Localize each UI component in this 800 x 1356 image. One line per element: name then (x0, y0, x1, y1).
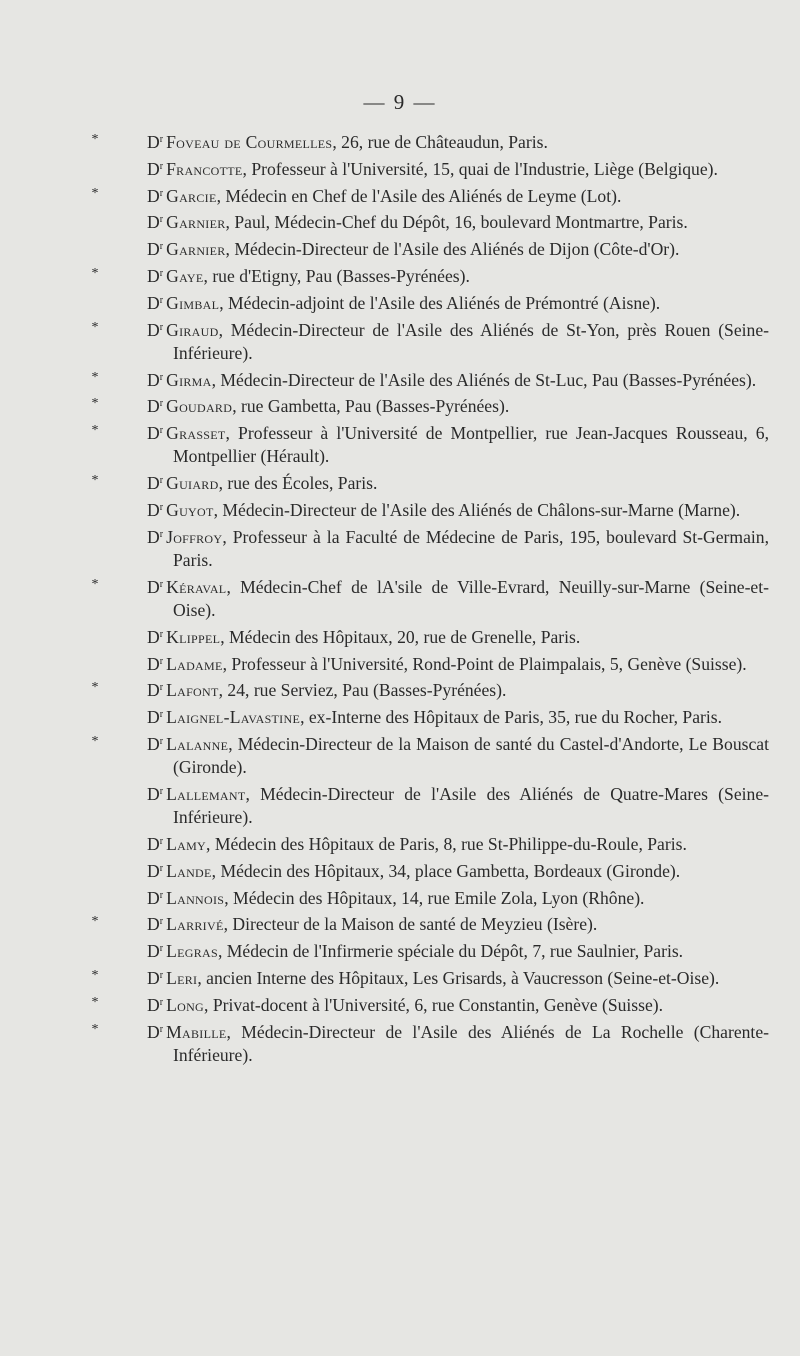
title-letter: D (147, 319, 160, 340)
title-letter: D (147, 265, 160, 286)
member-name: Lalanne (166, 733, 229, 754)
title-letter: D (147, 626, 160, 647)
doctor-title (147, 914, 166, 934)
list-item (91, 730, 769, 779)
doctor-title (147, 784, 166, 804)
asterisk-mark: * (91, 914, 99, 930)
list-item (91, 573, 769, 622)
doctor-title (147, 888, 166, 908)
title-superscript: r (159, 528, 164, 540)
title-letter: D (147, 132, 160, 152)
title-superscript: r (159, 398, 164, 410)
title-letter: D (147, 369, 160, 390)
member-details: , Directeur de la Maison de santé de Meyzieu (Isère). (223, 914, 598, 935)
member-name: Garnier (166, 212, 226, 233)
member-details: , Médecin des Hôpitaux, 34, place Gambetta, Bordeaux (Gironde). (211, 860, 681, 881)
list-item (91, 964, 769, 990)
title-letter: D (147, 967, 160, 988)
member-name: Long (166, 994, 205, 1015)
title-superscript: r (159, 862, 164, 874)
list-item (147, 884, 769, 910)
doctor-title (147, 680, 166, 700)
member-name: Klippel (166, 626, 221, 647)
member-details: , Médecin-Directeur de l'Asile des Aliénés de St-Yon, près Rouen (Seine-Inférieure). (173, 319, 769, 363)
doctor-title (147, 423, 166, 443)
asterisk-mark: * (91, 473, 99, 489)
title-letter: D (147, 833, 160, 854)
member-name: Grasset (166, 423, 226, 444)
title-letter: D (147, 473, 160, 494)
doctor-title (147, 834, 166, 854)
title-letter: D (147, 239, 160, 260)
doctor-title (147, 396, 166, 416)
title-letter: D (147, 396, 160, 417)
asterisk-mark: * (91, 319, 99, 335)
list-item (147, 937, 769, 963)
member-name: Gaye (166, 265, 204, 286)
member-details: , Médecin de l'Infirmerie spéciale du Dépôt, 7, rue Saulnier, Paris. (217, 941, 684, 962)
title-letter: D (147, 158, 160, 179)
asterisk-mark: * (91, 733, 99, 749)
doctor-title (147, 577, 166, 597)
asterisk-mark: * (91, 1021, 99, 1037)
list-item (91, 182, 769, 208)
asterisk-mark: * (91, 265, 99, 281)
title-superscript: r (159, 628, 164, 640)
doctor-title (147, 941, 166, 961)
doctor-title (147, 132, 166, 152)
member-details: , Médecin-Directeur de l'Asile des Aliénés de Dijon (Côte-d'Or). (225, 239, 680, 260)
doctor-title (147, 473, 166, 493)
title-letter: D (147, 914, 160, 935)
member-name: Lannois (166, 887, 225, 908)
title-superscript: r (159, 214, 164, 226)
title-superscript: r (159, 578, 164, 590)
member-details: , ancien Interne des Hôpitaux, Les Grisards, à Vaucresson (Seine-et-Oise). (197, 967, 720, 988)
member-name: Lande (166, 860, 212, 881)
member-details: , Médecin des Hôpitaux de Paris, 8, rue St-Philippe-du-Roule, Paris. (206, 833, 687, 854)
title-letter: D (147, 185, 160, 206)
list-item (147, 780, 769, 829)
title-superscript: r (159, 160, 164, 172)
title-superscript: r (159, 709, 164, 721)
title-superscript: r (159, 916, 164, 928)
list-item (147, 857, 769, 883)
title-superscript: r (159, 267, 164, 279)
member-details: , Médecin en Chef de l'Asile des Aliénés de Leyme (Lot). (216, 185, 622, 206)
member-details: , Médecin-adjoint de l'Asile des Aliénés de Prémontré (Aisne). (219, 292, 661, 313)
member-name: Goudard (166, 396, 233, 417)
list-item (91, 366, 769, 392)
asterisk-mark: * (91, 994, 99, 1010)
list-item (91, 392, 769, 418)
doctor-title (147, 159, 166, 179)
member-name: Lafont (166, 680, 219, 701)
member-details: , rue Gambetta, Pau (Basses-Pyrénées). (232, 396, 510, 417)
doctor-title (147, 293, 166, 313)
title-superscript: r (159, 835, 164, 847)
list-item (147, 703, 769, 729)
member-details: , Professeur à l'Université, Rond-Point de Plaimpalais, 5, Genève (Suisse). (222, 653, 747, 674)
list-item (147, 289, 769, 315)
member-name: Larrivé (166, 914, 224, 935)
title-letter: D (147, 680, 160, 701)
member-details: , Professeur à l'Université, 15, quai de l'Industrie, Liège (Belgique). (242, 158, 718, 179)
title-superscript: r (159, 425, 164, 437)
member-details: , Paul, Médecin-Chef du Dépôt, 16, boulevard Montmartre, Paris. (225, 212, 688, 233)
list-item (91, 991, 769, 1017)
doctor-title (147, 370, 166, 390)
list-item (91, 316, 769, 365)
member-details: , rue des Écoles, Paris. (218, 473, 378, 494)
member-details: , Professeur à la Faculté de Médecine de Paris, 195, boulevard St-Germain, Paris. (173, 526, 769, 570)
title-letter: D (147, 783, 160, 804)
list-item (147, 235, 769, 261)
doctor-title (147, 861, 166, 881)
list-item (147, 650, 769, 676)
member-name: Guiard (166, 473, 219, 494)
title-letter: D (147, 994, 160, 1015)
title-letter: D (147, 941, 160, 962)
member-name: Francotte (166, 158, 243, 179)
title-superscript: r (159, 785, 164, 797)
title-letter: D (147, 653, 160, 674)
doctor-title (147, 239, 166, 259)
title-superscript: r (159, 682, 164, 694)
asterisk-mark: * (91, 423, 99, 439)
list-item (147, 830, 769, 856)
doctor-title (147, 212, 166, 232)
doctor-title (147, 500, 166, 520)
member-details: , Médecin-Directeur de l'Asile des Aliénés de Quatre-Mares (Seine-Inférieure). (173, 783, 769, 828)
title-superscript: r (159, 294, 164, 306)
title-letter: D (147, 860, 160, 881)
member-name: Garnier (166, 239, 226, 260)
asterisk-mark: * (91, 185, 99, 201)
member-name: Girma (166, 369, 212, 390)
title-letter: D (147, 292, 160, 313)
member-name: Lamy (166, 833, 207, 854)
member-details: , 24, rue Serviez, Pau (Basses-Pyrénées). (218, 680, 507, 701)
member-details: , ex-Interne des Hôpitaux de Paris, 35, rue du Rocher, Paris. (300, 707, 723, 728)
page-number: — 9 — (363, 90, 437, 114)
title-superscript: r (159, 655, 164, 667)
list-item (147, 496, 769, 522)
member-name: Foveau de Courmelles (166, 132, 333, 152)
list-item (91, 910, 769, 936)
list-item (147, 523, 769, 572)
member-details: , Médecin-Chef de lA'sile de Ville-Evrard, Neuilly-sur-Marne (Seine-et-Oise). (173, 576, 769, 620)
member-list (0, 128, 800, 1068)
title-letter: D (147, 576, 160, 597)
doctor-title (147, 707, 166, 727)
list-item (91, 469, 769, 495)
title-superscript: r (159, 187, 164, 199)
member-details: , Médecin des Hôpitaux, 14, rue Emile Zola, Lyon (Rhône). (224, 887, 645, 908)
doctor-title (147, 734, 166, 754)
doctor-title (147, 186, 166, 206)
list-item (147, 623, 769, 649)
asterisk-mark: * (91, 132, 99, 147)
list-item (91, 128, 769, 154)
member-name: Laignel-Lavastine (166, 707, 301, 728)
title-letter: D (147, 887, 160, 908)
title-letter: D (147, 707, 160, 728)
title-superscript: r (159, 241, 164, 253)
title-letter: D (147, 526, 160, 547)
title-letter: D (147, 499, 160, 520)
member-name: Lallemant (166, 783, 246, 804)
doctor-title (147, 968, 166, 988)
member-details: , rue d'Etigny, Pau (Basses-Pyrénées). (203, 265, 470, 286)
list-item (147, 208, 769, 234)
title-superscript: r (159, 371, 164, 383)
list-item (91, 419, 769, 468)
doctor-title (147, 654, 166, 674)
asterisk-mark: * (91, 369, 99, 385)
title-superscript: r (159, 321, 164, 333)
member-details: , Médecin-Directeur de l'Asile des Aliénés de St-Luc, Pau (Basses-Pyrénées). (211, 369, 757, 390)
doctor-title (147, 266, 166, 286)
title-superscript: r (159, 475, 164, 487)
title-letter: D (147, 423, 160, 444)
title-superscript: r (159, 1023, 164, 1035)
member-name: Joffroy (166, 526, 223, 547)
member-details: , Privat-docent à l'Université, 6, rue Constantin, Genève (Suisse). (204, 994, 664, 1015)
title-superscript: r (159, 969, 164, 981)
list-item (147, 155, 769, 181)
asterisk-mark: * (91, 396, 99, 412)
title-letter: D (147, 212, 160, 233)
list-item (91, 676, 769, 702)
member-name: Guyot (166, 499, 214, 520)
doctor-title (147, 1022, 166, 1042)
title-superscript: r (159, 996, 164, 1008)
doctor-title (147, 320, 166, 340)
member-name: Giraud (166, 319, 219, 340)
asterisk-mark: * (91, 967, 99, 983)
list-item (91, 1018, 769, 1067)
member-name: Ladame (166, 653, 223, 674)
doctor-title (147, 995, 166, 1015)
member-name: Gimbal (166, 292, 220, 313)
asterisk-mark: * (91, 576, 99, 592)
title-superscript: r (159, 735, 164, 747)
member-name: Leri (166, 967, 198, 988)
member-details: , 26, rue de Châteaudun, Paris. (332, 132, 548, 152)
title-superscript: r (159, 134, 164, 145)
member-details: , Professeur à l'Université de Montpellier, rue Jean-Jacques Rousseau, 6, Montpellier (Hérault). (173, 423, 769, 467)
doctor-title (147, 527, 166, 547)
title-letter: D (147, 733, 160, 754)
title-letter: D (147, 1021, 160, 1042)
member-name: Garcie (166, 185, 217, 206)
list-item (91, 262, 769, 288)
member-name: Kéraval (166, 576, 227, 597)
member-details: , Médecin-Directeur de la Maison de santé du Castel-d'Andorte, Le Bouscat (Gironde). (173, 733, 769, 778)
member-details: , Médecin-Directeur de l'Asile des Aliénés de La Rochelle (Charente-Inférieure). (173, 1021, 769, 1065)
member-details: , Médecin-Directeur de l'Asile des Aliénés de Châlons-sur-Marne (Marne). (213, 499, 741, 520)
member-name: Mabille (166, 1021, 227, 1042)
title-superscript: r (159, 889, 164, 901)
doctor-title (147, 627, 166, 647)
title-superscript: r (159, 501, 164, 513)
title-superscript: r (159, 943, 164, 955)
asterisk-mark: * (91, 680, 99, 696)
member-name: Legras (166, 941, 218, 962)
member-details: , Médecin des Hôpitaux, 20, rue de Grenelle, Paris. (220, 626, 581, 647)
